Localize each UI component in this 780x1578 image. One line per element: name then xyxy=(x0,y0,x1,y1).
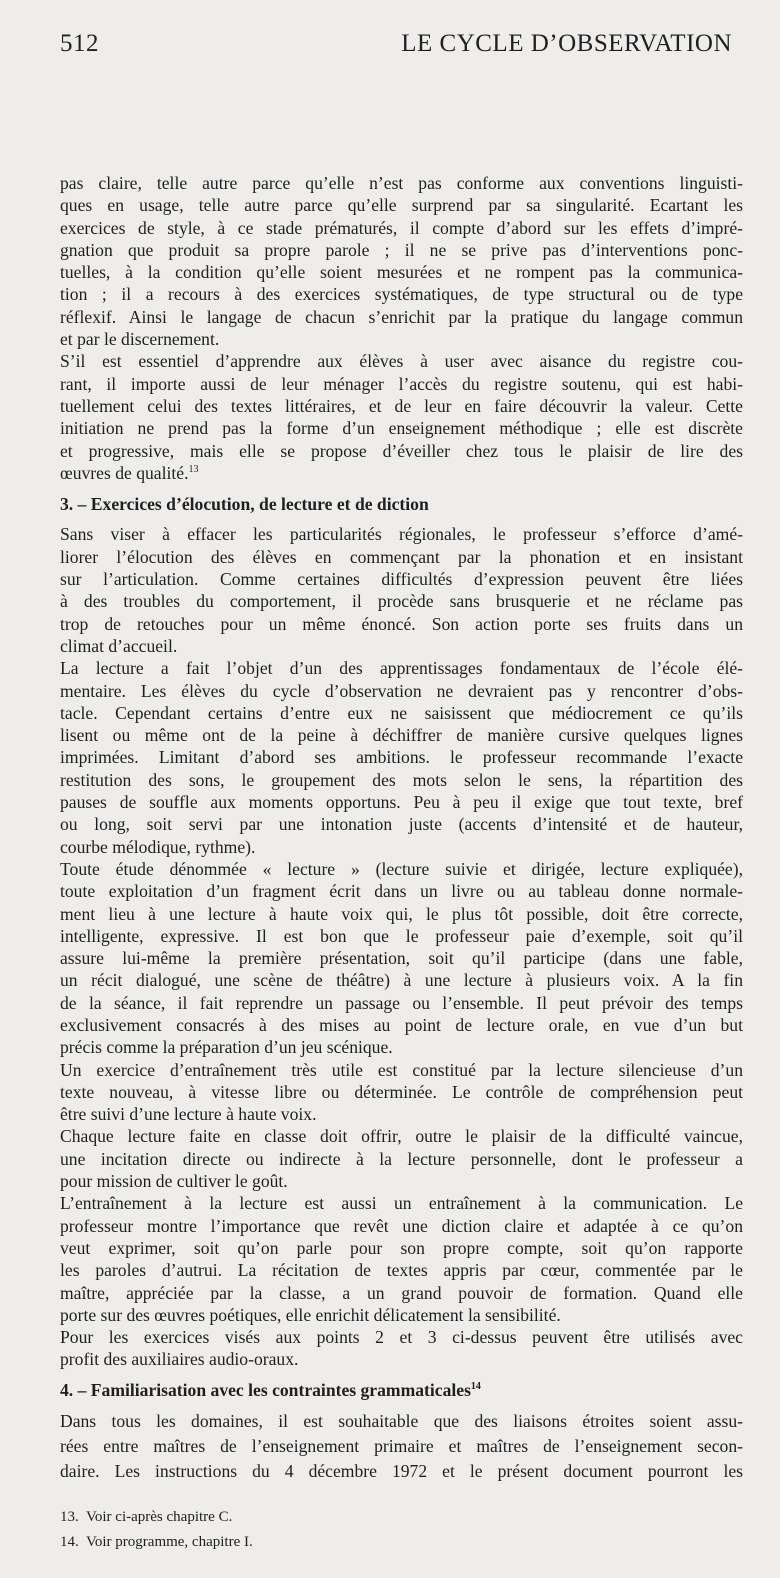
line-text: de la séance, il fait reprendre un passage ou l’ensemble. Il peut prévoir des temps xyxy=(60,992,743,1013)
text-line xyxy=(60,462,743,484)
line-text: climat d’accueil. xyxy=(60,635,178,656)
line-text: toute exploitation d’un fragment écrit dans un livre ou au tableau donne normale- xyxy=(60,881,743,902)
line-text: exercices de style, à ce stade prématurés, il compte d’abord sur les effets d’impré- xyxy=(60,217,743,238)
section-4-heading xyxy=(60,1378,743,1403)
text-line xyxy=(60,969,743,991)
line-text: S’il est essentiel d’apprendre aux élèves à user avec aisance du registre cou- xyxy=(60,351,743,372)
line-text: rant, il importe aussi de leur ménager l’accès du registre soutenu, qui est habi- xyxy=(60,373,743,394)
line-text: être suivi d’une lecture à haute voix. xyxy=(60,1104,317,1125)
main-text xyxy=(60,172,743,1371)
footnote-text: Voir ci-après chapitre C. xyxy=(85,1509,233,1525)
text-line xyxy=(60,613,743,635)
line-text: initiation ne prend pas la forme d’un enseignement méthodique ; elle est discrète xyxy=(60,418,743,439)
text-line xyxy=(60,1215,743,1237)
line-text: Pour les exercices visés aux points 2 et 3 ci-dessus peuvent être utilisés avec xyxy=(60,1327,743,1348)
text-line xyxy=(60,1148,743,1170)
running-title: LE CYCLE D’OBSERVATION xyxy=(401,30,732,57)
line-text: Chaque lecture faite en classe doit offrir, outre le plaisir de la difficulté vaincue, xyxy=(60,1126,743,1147)
line-text: professeur montre l’importance que revêt une diction claire et adaptée à ce qu’on xyxy=(60,1215,743,1236)
text-line xyxy=(60,1036,743,1058)
line-text: imprimées. Limitant d’abord ses ambitions. le professeur recommande l’exacte xyxy=(60,747,743,768)
line-text: courbe mélodique, rythme). xyxy=(60,836,256,857)
text-line xyxy=(60,1304,743,1326)
footnote xyxy=(60,1505,253,1530)
text-line xyxy=(60,194,743,216)
line-text: œuvres de qualité. xyxy=(60,462,189,483)
line-text: exclusivement consacrés à des mises au point de lecture orale, en vue d’un but xyxy=(60,1014,743,1035)
line-text: ou long, soit servi par une intonation juste (accents d’intensité et de hauteur, xyxy=(60,814,743,835)
line-text: pauses de souffle aux moments opportuns. Peu à peu il exige que tout texte, bref xyxy=(60,792,743,813)
text-line xyxy=(60,702,743,724)
line-text: tuelles, à la condition qu’elle soient mesurées et ne rompent pas la communica- xyxy=(60,262,743,283)
text-line xyxy=(60,440,743,462)
text-line xyxy=(60,880,743,902)
paragraph xyxy=(60,1059,743,1126)
text-line xyxy=(60,657,743,679)
footnote xyxy=(60,1530,253,1555)
line-text: profit des auxiliaires audio-oraux. xyxy=(60,1349,299,1370)
line-text: une incitation directe ou indirecte à la lecture personnelle, dont le professeur a xyxy=(60,1148,743,1169)
text-line xyxy=(60,1059,743,1081)
text-line xyxy=(60,1282,743,1304)
line-text: sur l’articulation. Comme certaines difficultés d’expression peuvent être liées xyxy=(60,569,743,590)
text-line xyxy=(60,1103,743,1125)
text-line xyxy=(60,172,743,194)
text-line xyxy=(60,1081,743,1103)
text-line xyxy=(60,858,743,880)
line-text: liorer l’élocution des élèves en commençant par la phonation et en insistant xyxy=(60,546,743,567)
text-line xyxy=(60,590,743,612)
text-line xyxy=(60,350,743,372)
footnote-number: 13. xyxy=(60,1509,79,1525)
text-line xyxy=(60,635,743,657)
line-text: porte sur des œuvres poétiques, elle enrichit délicatement la sensibilité. xyxy=(60,1304,561,1325)
text-line xyxy=(60,791,743,813)
paragraph xyxy=(60,172,743,350)
footnote-number: 14. xyxy=(60,1534,79,1550)
line-text: L’entraînement à la lecture est aussi un entraînement à la communication. Le xyxy=(60,1193,743,1214)
text-line xyxy=(60,1434,743,1459)
heading-text: 4. – Familiarisation avec les contraintes grammaticales xyxy=(60,1380,471,1400)
page-number: 512 xyxy=(60,30,99,57)
line-text: mentaire. Les élèves du cycle d’observation ne devraient pas y rencontrer d’obs- xyxy=(60,680,743,701)
paragraph xyxy=(60,350,743,484)
text-line xyxy=(60,1170,743,1192)
line-text: et par le discernement. xyxy=(60,329,220,350)
line-text: tacle. Cependant certains d’entre eux ne saisissent que médiocrement ce qu’ils xyxy=(60,702,743,723)
line-text: et progressive, mais elle se propose d’éveiller chez tous le plaisir de lire des xyxy=(60,440,743,461)
text-line xyxy=(60,395,743,417)
text-line xyxy=(60,1192,743,1214)
line-text: gnation que produit sa propre parole ; il ne se prive pas d’interventions ponc- xyxy=(60,239,743,260)
line-text: intelligente, expressive. Il est bon que le professeur paie d’exemple, soit qu’il xyxy=(60,925,743,946)
text-line xyxy=(60,813,743,835)
paragraph xyxy=(60,1192,743,1326)
line-text: Sans viser à effacer les particularités régionales, le professeur s’efforce d’amé- xyxy=(60,524,743,545)
text-line xyxy=(60,903,743,925)
footnotes xyxy=(60,1505,253,1555)
text-line xyxy=(60,947,743,969)
line-text: trop de retouches pour un même énoncé. Son action porte ses fruits dans un xyxy=(60,613,743,634)
line-text: à des troubles du comportement, il procède sans brusquerie et ne réclame pas xyxy=(60,591,743,612)
line-text: un récit dialogué, une scène de théâtre) à une lecture à plusieurs voix. A la fin xyxy=(60,970,743,991)
text-line xyxy=(60,680,743,702)
text-line xyxy=(60,1237,743,1259)
line-text: pas claire, telle autre parce qu’elle n’est pas conforme aux conventions linguisti- xyxy=(60,173,743,193)
text-line xyxy=(60,373,743,395)
paragraph xyxy=(60,657,743,858)
line-text: ques en usage, telle autre parce qu’elle surprend par sa singularité. Ecartant les xyxy=(60,195,743,216)
line-text: rées entre maîtres de l’enseignement primaire et maîtres de l’enseignement secon- xyxy=(60,1436,743,1456)
text-line xyxy=(60,836,743,858)
line-text: texte nouveau, à vitesse libre ou déterminée. Le contrôle de compréhension peut xyxy=(60,1081,743,1102)
line-text: pour mission de cultiver le goût. xyxy=(60,1171,288,1192)
text-line xyxy=(60,1409,743,1434)
line-text: ment lieu à une lecture à haute voix qui, le plus tôt possible, doit être correcte, xyxy=(60,903,743,924)
text-line xyxy=(60,217,743,239)
line-text: précis comme la préparation d’un jeu scénique. xyxy=(60,1037,393,1058)
footnote-ref: 14 xyxy=(470,1381,481,1393)
line-text: restitution des sons, le groupement des mots selon le sens, la répartition des xyxy=(60,769,743,790)
line-text: veut exprimer, soit qu’on parle pour son propre compte, soit qu’on rapporte xyxy=(60,1237,743,1258)
text-line xyxy=(60,1348,743,1370)
text-line xyxy=(60,239,743,261)
text-line xyxy=(60,523,743,545)
text-line xyxy=(60,746,743,768)
paragraph xyxy=(60,1326,743,1371)
text-line xyxy=(60,1259,743,1281)
paragraph xyxy=(60,523,743,657)
text-line xyxy=(60,546,743,568)
line-text: assure lui-même la première présentation, soit qu’il participe (dans une fable, xyxy=(60,948,743,969)
line-text: Dans tous les domaines, il est souhaitable que des liaisons étroites soient assu- xyxy=(60,1411,743,1431)
line-text: daire. Les instructions du 4 décembre 1972 et le présent document pourront les xyxy=(60,1461,743,1481)
paragraph xyxy=(60,1409,743,1484)
line-text: maître, appréciée par la classe, a un grand pouvoir de formation. Quand elle xyxy=(60,1282,743,1303)
text-line xyxy=(60,417,743,439)
paragraph xyxy=(60,858,743,1059)
text-line xyxy=(60,925,743,947)
line-text: les paroles d’autrui. La récitation de textes appris par cœur, commentée par le xyxy=(60,1260,743,1281)
footnote-ref: 13 xyxy=(188,464,199,475)
line-text: tion ; il a recours à des exercices systématiques, de type structural ou de type xyxy=(60,284,743,305)
text-line xyxy=(60,261,743,283)
text-line xyxy=(60,992,743,1014)
section-3-heading: 3. – Exercices d’élocution, de lecture et de diction xyxy=(60,494,429,515)
line-text: réflexif. Ainsi le langage de chacun s’enrichit par la pratique du langage commun xyxy=(60,306,743,327)
line-text: La lecture a fait l’objet d’un des apprentissages fondamentaux de l’école élé- xyxy=(60,658,743,679)
text-line xyxy=(60,1014,743,1036)
text-line xyxy=(60,724,743,746)
footnote-text: Voir programme, chapitre I. xyxy=(85,1534,253,1550)
section-4 xyxy=(60,1378,743,1484)
line-text: tuellement celui des textes littéraires, et de leur en faire découvrir la valeur. Cette xyxy=(60,395,743,416)
text-line xyxy=(60,1459,743,1484)
text-line xyxy=(60,328,743,350)
text-line xyxy=(60,1326,743,1348)
line-text: Un exercice d’entraînement très utile est constitué par la lecture silencieuse d’un xyxy=(60,1059,743,1080)
text-line xyxy=(60,568,743,590)
line-text: lisent ou même ont de la peine à déchiffrer de manière cursive quelques lignes xyxy=(60,725,743,746)
paragraph xyxy=(60,1125,743,1192)
line-text: Toute étude dénommée « lecture » (lecture suivie et dirigée, lecture expliquée), xyxy=(60,858,743,879)
text-line xyxy=(60,283,743,305)
text-line xyxy=(60,1125,743,1147)
text-line xyxy=(60,769,743,791)
text-line xyxy=(60,306,743,328)
